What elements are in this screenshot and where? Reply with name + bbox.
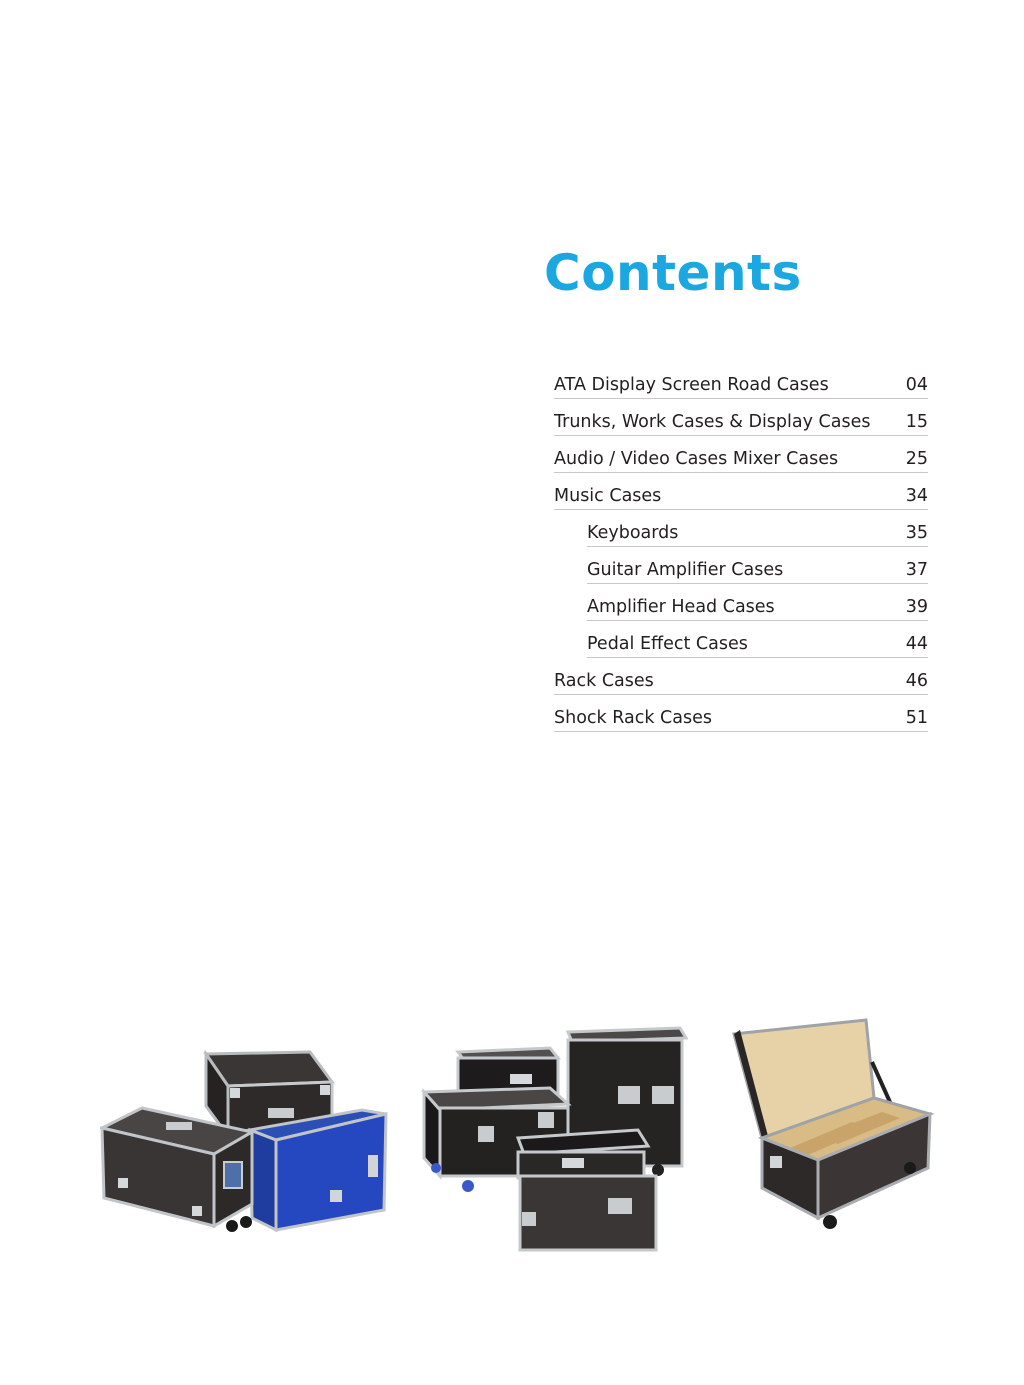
toc-entry-page: 34: [905, 486, 928, 506]
toc-entry-label: Keyboards: [587, 523, 679, 543]
toc-entry-label: Trunks, Work Cases & Display Cases: [554, 412, 871, 432]
open-wooden-trunk-image: [734, 1020, 930, 1229]
toc-entry-label: ATA Display Screen Road Cases: [554, 375, 829, 395]
toc-entry-shock-rack-cases[interactable]: [554, 695, 928, 732]
toc-entry-label: Guitar Amplifier Cases: [587, 560, 784, 580]
toc-entry-label: Pedal Effect Cases: [587, 634, 748, 654]
blue-trunk-image: [250, 1110, 386, 1230]
toc-entry-page: 46: [905, 671, 928, 691]
toc-entry-page: 15: [905, 412, 928, 432]
large-black-trunk-image: [102, 1108, 252, 1232]
toc-entry-rack-cases[interactable]: [554, 658, 928, 695]
toc-entry-music-cases[interactable]: [554, 473, 928, 510]
page-title: Contents: [544, 244, 802, 302]
toc-entry-label: Amplifier Head Cases: [587, 597, 775, 617]
toc-entry-label: Music Cases: [554, 486, 662, 506]
toc-entry-trunks-work-display-cases[interactable]: [554, 399, 928, 436]
toc-entry-page: 37: [905, 560, 928, 580]
toc-entry-page: 51: [905, 708, 928, 728]
toc-entry-label: Audio / Video Cases Mixer Cases: [554, 449, 839, 469]
toc-entry-pedal-effect-cases[interactable]: [587, 621, 928, 658]
toc-entry-audio-video-mixer-cases[interactable]: [554, 436, 928, 473]
flat-case-image: [518, 1130, 648, 1178]
toc-entry-page: 35: [905, 523, 928, 543]
front-rack-case-image: [520, 1176, 656, 1250]
toc-entry-page: 39: [905, 597, 928, 617]
toc-entry-label: Shock Rack Cases: [554, 708, 712, 728]
toc-entry-guitar-amplifier-cases[interactable]: [587, 547, 928, 584]
table-of-contents: [554, 362, 928, 732]
toc-entry-page: 25: [905, 449, 928, 469]
toc-entry-keyboards[interactable]: [587, 510, 928, 547]
trunk-cases-photo: [100, 1050, 390, 1240]
rack-cases-photo: [418, 1026, 688, 1252]
toc-entry-page: 44: [905, 634, 928, 654]
toc-entry-label: Rack Cases: [554, 671, 654, 691]
toc-entry-page: 04: [905, 375, 928, 395]
toc-entry-ata-display-screen-road-cases[interactable]: [554, 362, 928, 399]
toc-entry-amplifier-head-cases[interactable]: [587, 584, 928, 621]
open-trunk-photo: [730, 1018, 936, 1230]
